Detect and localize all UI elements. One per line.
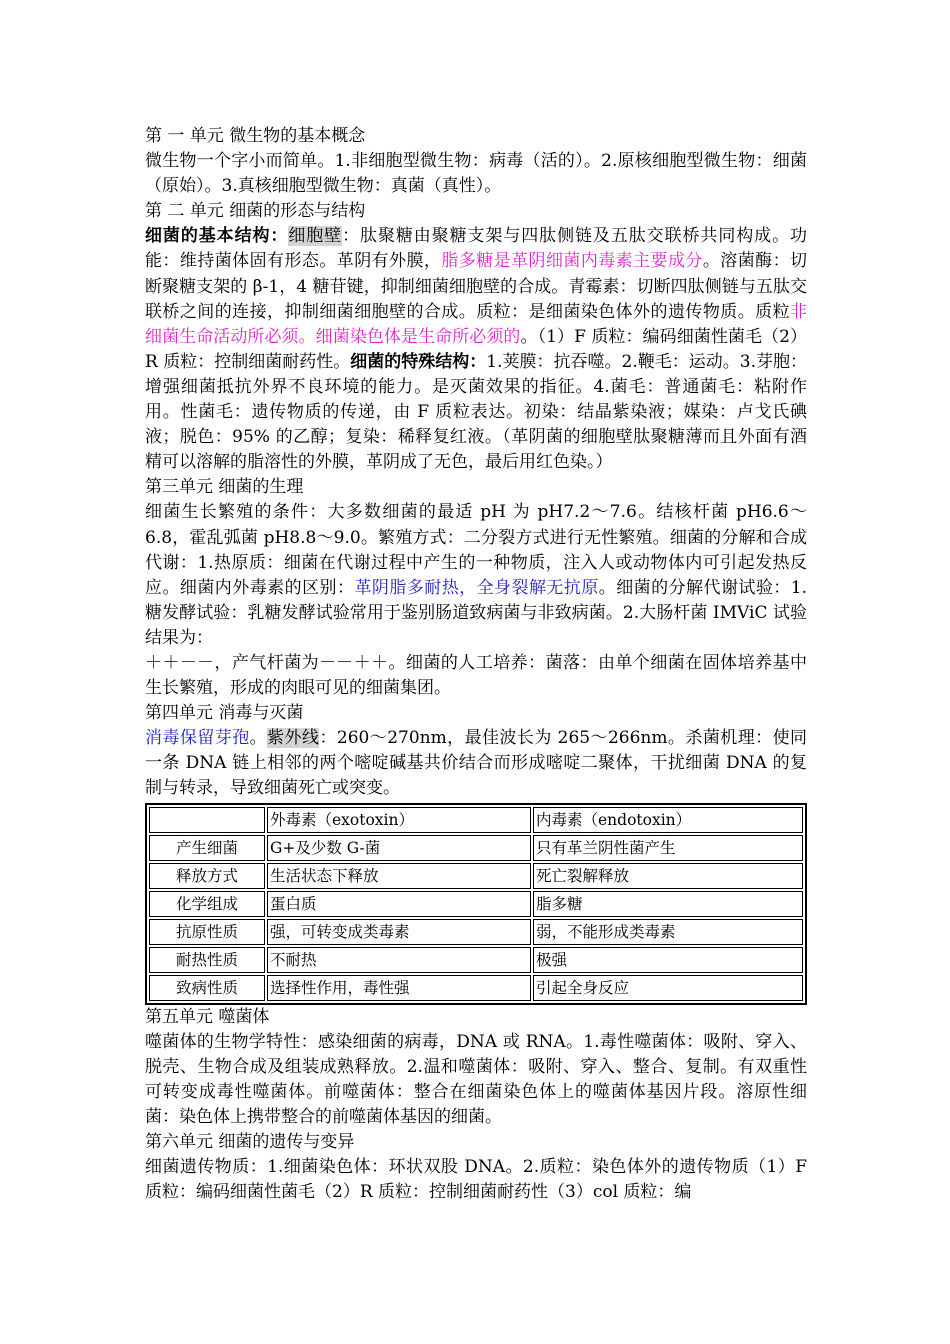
unit1-heading: 第 一 单元 微生物的基本概念 (145, 126, 366, 146)
unit1-paragraph: 微生物一个字小而简单。1.非细胞型微生物：病毒（活的）。2.原核细胞型微生物：细菌（原始）。3.真核细胞型微生物：真菌（真性）。 (145, 151, 807, 197)
table-row (149, 835, 803, 861)
table-row (149, 975, 803, 1001)
unit2-text-1: ：肽聚糖由聚糖支架与四肽侧链及五肽交联桥共同构成。功能：维持菌体固有形态。革阴有外膜， (145, 226, 808, 272)
table-cell: 选择性作用，毒性强 (267, 975, 531, 1001)
unit2-text-2: 。溶菌酶：切断聚糖支架的 β-1，4 糖苷键，抑制细菌细胞壁的合成。青霉素：切断四肽侧链与五肽交联桥之间的连接，抑制细菌细胞壁的合成。质粒：是细菌染色体外的遗传物质。质粒 (145, 251, 808, 322)
table-cell: 死亡裂解释放 (533, 863, 803, 889)
disinfection-note: 消毒保留芽孢 (145, 728, 250, 749)
table-cell: 极强 (533, 947, 803, 973)
unit2-paragraph (145, 224, 807, 475)
unit2-heading: 第 二 单元 细菌的形态与结构 (145, 201, 366, 222)
unit4-text-1: 。 (249, 728, 268, 749)
unit6-heading: 第六单元 细菌的遗传与变异 (145, 1132, 355, 1152)
table-cell: 蛋白质 (267, 891, 531, 917)
unit2-text-4: 1.荚膜：抗吞噬。2.鞭毛：运动。3.芽胞：增强细菌抵抗外界不良环境的能力。是灭菌效果的指征。4.菌毛：普通菌毛：粘附作用。性菌毛：遗传物质的传递，由 F 质粒表达。初染：结晶紫染液；媒染：卢戈氏碘液；脱色：95% 的乙醇；复染：稀释复红液。（革阴菌的细胞壁肽聚糖薄而且外面有酒精可以溶解的脂溶性的外膜，革阴成了无色，最后用红色染。） (145, 351, 807, 473)
toxin-comparison-table (145, 803, 807, 1005)
special-structure-label: 细菌的特殊结构： (350, 351, 487, 372)
unit3-text-2: 。细菌的分解代谢试验：1.糖发酵试验：乳糖发酵试验常用于鉴别肠道致病菌与非致病菌。2.大肠杆菌 IMViC 试验结果为： (145, 577, 807, 648)
lps-note: 脂多糖是革阴细菌内毒素主要成分 (441, 251, 703, 272)
unit4-text-2: ：260～270nm，最佳波长为 265～266nm。杀菌机理：使同一条 DNA 链上相邻的两个嘧啶碱基共价结合而形成嘧啶二聚体，干扰细菌 DNA 的复制与转录，导致细菌死亡或突变。 (145, 728, 808, 799)
unit3-text-1: 细菌生长繁殖的条件：大多数细菌的最适 pH 为 pH7.2～7.6。结核杆菌 pH6.6～6.8，霍乱弧菌 pH8.8～9.0。繁殖方式：二分裂方式进行无性繁殖。细菌的分解和合成代谢：1.热原质：细菌在代谢过程中产生的一种物质，注入人或动物体内可引起发热反应。细菌内外毒素的区别： (145, 502, 807, 598)
table-row-label: 化学组成 (149, 891, 265, 917)
table-row-label: 耐热性质 (149, 947, 265, 973)
basic-structure-label: 细菌的基本结构： (145, 226, 289, 247)
table-row-label: 产生细菌 (149, 835, 265, 861)
table-row (149, 863, 803, 889)
table-header-row (149, 807, 803, 833)
unit5-heading: 第五单元 噬菌体 (145, 1006, 270, 1027)
table-cell: 引起全身反应 (533, 975, 803, 1001)
table-header-cell (149, 807, 265, 833)
table-row (149, 891, 803, 917)
unit5-paragraph: 噬菌体的生物学特性：感染细菌的病毒，DNA 或 RNA。1.毒性噬菌体：吸附、穿入、脱壳、生物合成及组装成熟释放。2.温和噬菌体：吸附、穿入、整合、复制。有双重性可转变成毒性噬菌体。前噬菌体：整合在细菌染色体上的噬菌体基因片段。溶原性细菌：染色体上携带整合的前噬菌体基因的细菌。 (145, 1031, 807, 1127)
unit6-paragraph: 细菌遗传物质：1.细菌染色体：环状双股 DNA。2.质粒：染色体外的遗传物质（1）F 质粒：编码细菌性菌毛（2）R 质粒：控制细菌耐药性（3）col 质粒：编 (145, 1157, 807, 1203)
table-cell: 脂多糖 (533, 891, 803, 917)
uv-term: 紫外线 (267, 728, 320, 749)
unit4-paragraph (145, 726, 807, 801)
table-row (149, 947, 803, 973)
document-content (145, 124, 807, 1205)
table-row-label: 抗原性质 (149, 919, 265, 945)
unit3-heading: 第三单元 细菌的生理 (145, 477, 304, 498)
table-cell: G+及少数 G-菌 (267, 835, 531, 861)
table-cell: 生活状态下释放 (267, 863, 531, 889)
unit2-text-3: 。（1）F 质粒：编码细菌性菌毛（2）R 质粒：控制细菌耐药性。 (145, 326, 807, 372)
plasmid-note: 非细菌生命活动所必须。细菌染色体是生命所必须的 (145, 301, 807, 347)
table-cell: 不耐热 (267, 947, 531, 973)
table-cell: 强，可转变成类毒素 (267, 919, 531, 945)
unit3-paragraph-2: ＋＋－－，产气杆菌为－－＋＋。细菌的人工培养：菌落：由单个细菌在固体培养基中生长繁殖，形成的肉眼可见的细菌集团。 (145, 652, 807, 699)
unit4-heading: 第四单元 消毒与灭菌 (145, 703, 304, 724)
table-row-label: 释放方式 (149, 863, 265, 889)
toxin-mnemonic: 革阴脂多耐热，全身裂解无抗原 (354, 577, 599, 598)
unit3-paragraph (145, 500, 807, 651)
table-cell: 弱，不能形成类毒素 (533, 919, 803, 945)
table-cell: 只有革兰阴性菌产生 (533, 835, 803, 861)
table-header-cell: 内毒素（endotoxin） (533, 807, 803, 833)
table-row-label: 致病性质 (149, 975, 265, 1001)
table-header-cell: 外毒素（exotoxin） (267, 807, 531, 833)
cell-wall-term: 细胞壁 (288, 226, 343, 247)
table-row (149, 919, 803, 945)
